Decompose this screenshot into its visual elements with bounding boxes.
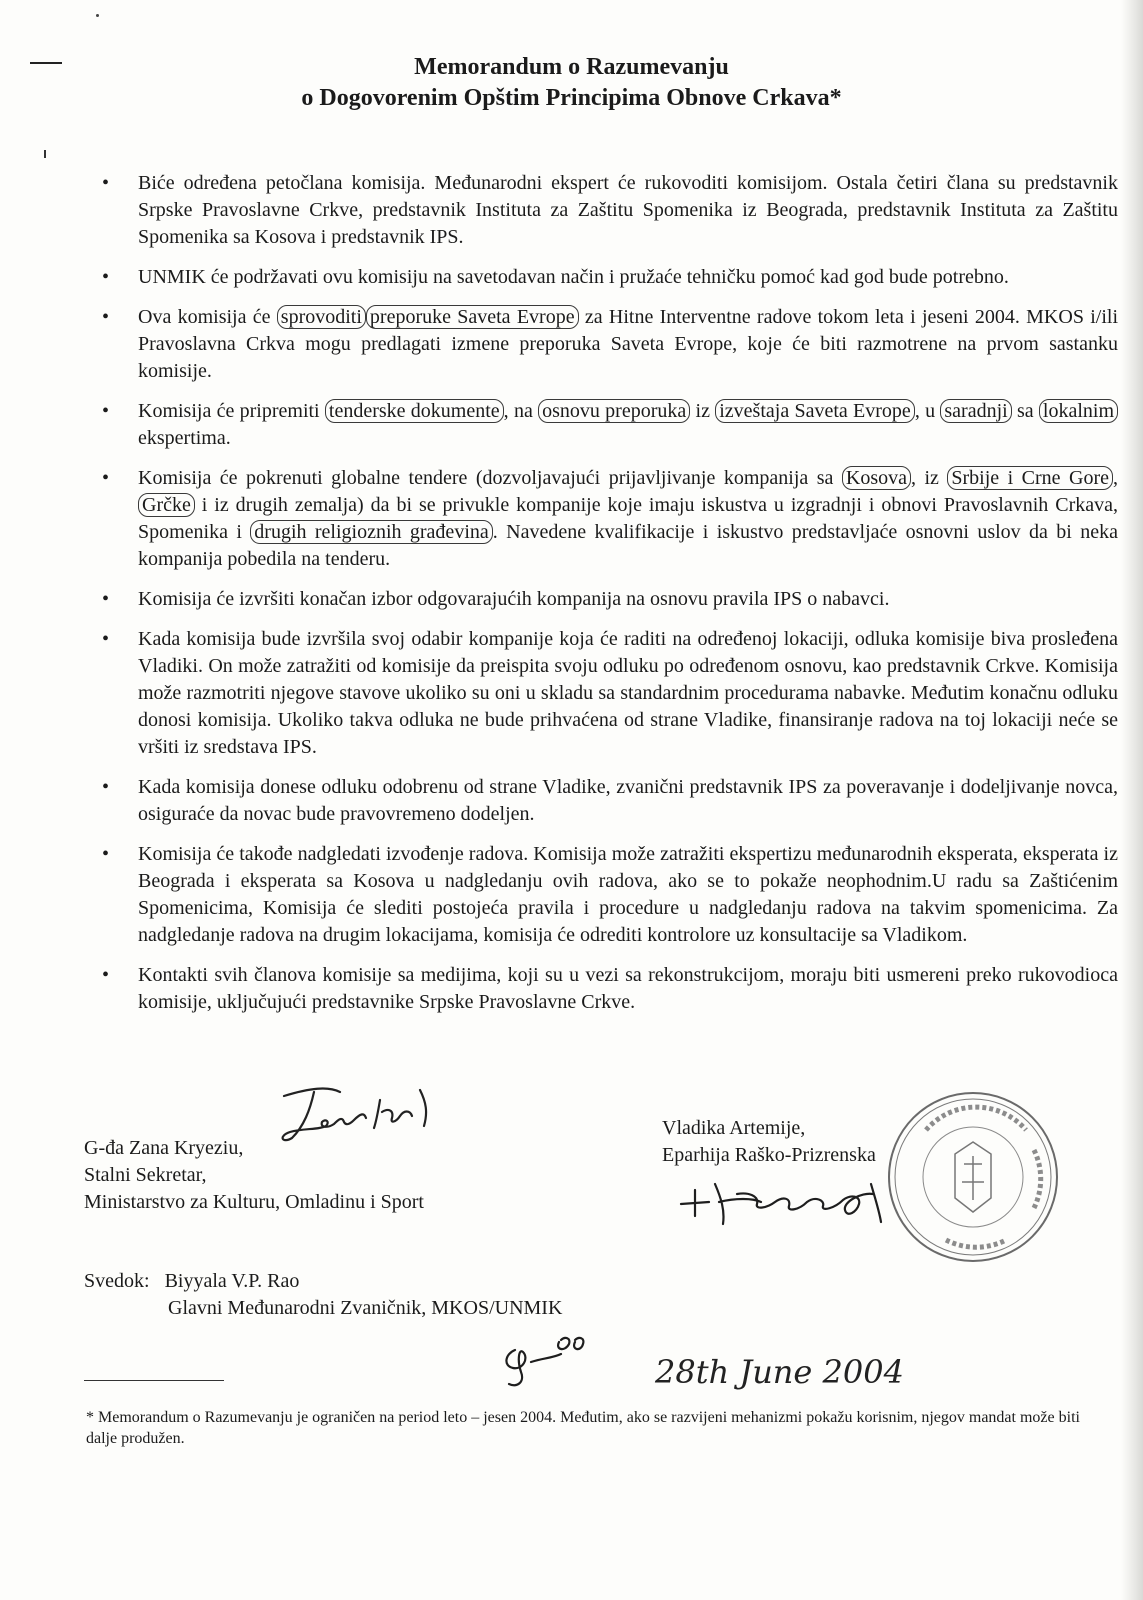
circled-phrase: saradnji: [940, 399, 1011, 423]
principle-item-5: [98, 465, 1118, 573]
principle-item-4: [98, 398, 1118, 452]
circled-phrase: izveštaja Saveta Evrope: [715, 399, 915, 423]
circled-phrase: Kosova: [842, 466, 911, 490]
handwritten-date: 28th June 2004: [655, 1353, 904, 1391]
text-segment: ekspertima.: [138, 427, 231, 449]
text-segment: ,: [1113, 467, 1119, 489]
principle-item-9: • Komisija će takođe nadgledati izvođenje radova. Komisija može zatražiti ekspertizu međunarodnih eksperata, eksperata iz Beograda i eksperata sa Kosova u nadgledanju ovih radova, ako se to pokaže neophodnim.U radu sa Zaštićenim Spomenicima, Komisija će slediti postojeća pravila i procedure u nadgledanju radova na takvim spomenicima. Za nadgledanje radova na drugim lokacijama, komisija će odrediti kontrolore uz konsultacije sa Vladikom.: [98, 841, 1118, 949]
signature-right: [675, 1172, 905, 1232]
principle-item-8: • Kada komisija donese odluku odobrenu od strane Vladike, zvanični predstavnik IPS za poveravanje i dodeljivanje novca, osiguraće da novac bude pravovremeno dodeljen.: [98, 774, 1118, 828]
circled-phrase: osnovu preporuka: [538, 399, 690, 423]
signature-witness: [495, 1328, 605, 1392]
page-edge: [1121, 0, 1143, 1600]
witness-role: Glavni Međunarodni Zvaničnik, MKOS/UNMIK: [168, 1297, 563, 1319]
text-segment: , na: [503, 400, 539, 422]
text-segment: iz: [690, 400, 716, 422]
text-segment: , iz: [910, 467, 948, 489]
signatory-left-name: G-đa Zana Kryeziu,: [84, 1137, 244, 1159]
principle-item-7: • Kada komisija bude izvršila svoj odabir kompanije koja će raditi na određenoj lokaciji, odluka komisije biva prosleđena Vladiki. On može zatražiti od komisije da preispita svoju odluku po određenom osnovu, kao predstavnik Crkve. Komisija može razmotriti njegove stavove ukoliko su oni u skladu sa standardnim procedurama nabavke. Međutim konačnu odluku donosi komisija. Ukoliko takva odluka ne bude prihvaćena od strane Vladike, finansiranje radova na toj lokaciji neće se vršiti iz sredstava IPS.: [98, 626, 1118, 761]
principles-list: [98, 170, 1118, 1029]
witness-block: [84, 1268, 562, 1322]
circled-phrase: lokalnim: [1039, 399, 1118, 423]
text-segment: Komisija će pripremiti: [138, 400, 325, 422]
circled-phrase: Srbije i Crne Gore: [947, 466, 1113, 490]
title-line-2: o Dogovorenim Opštim Principima Obnove Crkava*: [301, 85, 842, 111]
document-title: [0, 52, 1143, 114]
text-segment: za Hitne Interventne radove tokom leta i jeseni 2004. MKOS i/ili Pravoslavna Crkva mogu predlagati izmene preporuka Saveta Evrope, koje će biti razmotrene na prvom sastanku komisije.: [138, 306, 1118, 382]
principle-item-6: • Komisija će izvršiti konačan izbor odgovarajućih kompanija na osnovu pravila IPS o nabavci.: [98, 586, 1118, 613]
principle-item-1: • Biće određena petočlana komisija. Međunarodni ekspert će rukovoditi komisijom. Ostala četiri člana su predstavnik Srpske Pravoslavne Crkve, predstavnik Instituta za Zaštitu Spomenika iz Beograda, predstavnik Instituta za Zaštitu Spomenika sa Kosova i predstavnik IPS.: [98, 170, 1118, 251]
circled-phrase: Grčke: [138, 493, 195, 517]
principle-item-2: • UNMIK će podržavati ovu komisiju na savetodavan način i pružaće tehničku pomoć kad god bude potrebno.: [98, 264, 1118, 291]
margin-dot-mark: [96, 14, 99, 17]
margin-tick-mark: [44, 150, 46, 158]
text-segment: . Navedene kvalifikacije i iskustvo predstavljaće osnovni uslov da bi neka kompanija pobedila na tenderu.: [138, 521, 1118, 570]
official-seal: [886, 1090, 1060, 1264]
text-segment: i iz drugih zemalja) da bi se privukle kompanije koje imaju iskustva u izgradnji i obnovi Pravoslavnih Crkava, Spomenika i: [138, 494, 1118, 543]
signatory-right-org: Eparhija Raško-Prizrenska: [662, 1144, 876, 1166]
text-segment: , u: [914, 400, 941, 422]
text-segment: sa: [1011, 400, 1039, 422]
circled-phrase: preporuke Saveta Evrope: [366, 305, 579, 329]
footnote: * Memorandum o Razumevanju je ograničen na period leto – jesen 2004. Međutim, ako se razvijeni mehanizmi pokažu korisnim, njegov mandat može biti dalje produžen.: [86, 1409, 1080, 1447]
text-segment: Komisija će pokrenuti globalne tendere (dozvoljavajući prijavljivanje kompanija sa: [138, 467, 842, 489]
witness-label: Svedok:: [84, 1270, 150, 1292]
signatory-left-org: Ministarstvo za Kulturu, Omladinu i Sport: [84, 1191, 424, 1213]
signatory-left-role: Stalni Sekretar,: [84, 1164, 207, 1186]
signatory-right-name: Vladika Artemije,: [662, 1117, 806, 1139]
title-line-1: Memorandum o Razumevanju: [414, 54, 729, 80]
circled-phrase: drugih religioznih građevina: [250, 520, 492, 544]
principle-item-3: [98, 304, 1118, 385]
signatory-left: [84, 1135, 424, 1216]
circled-phrase: sprovoditi: [277, 305, 366, 329]
text-segment: Ova komisija će: [138, 306, 277, 328]
witness-name: Biyyala V.P. Rao: [164, 1270, 300, 1292]
principle-item-10: • Kontakti svih članova komisije sa medijima, koji su u vezi sa rekonstrukcijom, moraju biti usmereni preko rukovodioca komisije, uključujući predstavnike Srpske Pravoslavne Crkve.: [98, 962, 1118, 1016]
circled-phrase: tenderske dokumente: [325, 399, 504, 423]
signatory-right: [662, 1115, 876, 1169]
footnote-rule: [84, 1380, 224, 1381]
